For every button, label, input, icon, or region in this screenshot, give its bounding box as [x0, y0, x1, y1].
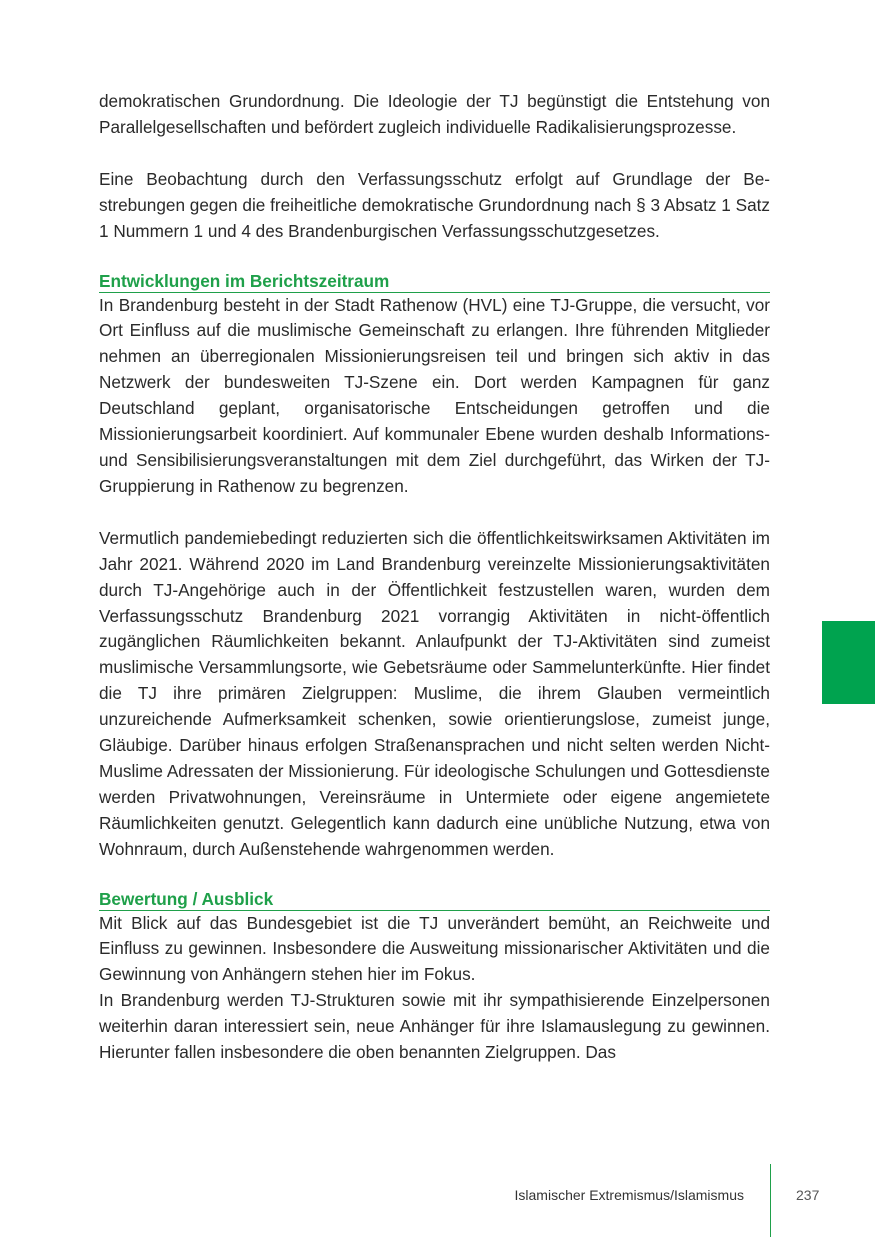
page-number: 237: [796, 1187, 820, 1203]
footer-divider: [770, 1164, 771, 1237]
paragraph-brandenburg: In Brandenburg werden TJ-Strukturen sowie mit ihr sympathisierende Einzelpersonen weiterhin daran interessiert sein, neue Anhänger für ihre Islamauslegung zu gewinnen. Hierunter fallen insbesondere die oben benannten Zielgruppen. Das: [99, 990, 770, 1063]
spacer: [99, 245, 770, 271]
paragraph-rathenow: In Brandenburg besteht in der Stadt Rathenow (HVL) eine TJ-Gruppe, die versucht, vor Ort Einfluss auf die muslimische Gemeinschaft zu erlangen. Ihre führenden Mitglieder nehmen an überregionalen Missionierungsreisen teil und bringen sich aktiv in das Netzwerk der bundesweiten TJ-Szene ein. Dort werden Kampagnen für ganz Deutschland geplant, organisatorische Entscheidungen getroffen und die Missionierungsarbeit koordiniert. Auf kommunaler Ebene wurden deshalb Informations- und Sensibilisierungsveranstaltungen mit dem Ziel durchgeführt, das Wirken der TJ-Gruppierung in Rathenow zu begrenzen.: [99, 294, 770, 496]
footer-section-title: Islamischer Extremismus/Islamismus: [514, 1187, 744, 1203]
heading-assessment: Bewertung / Ausblick: [99, 889, 770, 911]
spacer: [99, 863, 770, 889]
paragraph-pandemic: Vermutlich pandemiebedingt reduzierten sich die öffentlichkeitswirksamen Aktivitäten im Jahr 2021. Während 2020 im Land Brandenburg vereinzelte Missionierungsaktivitäten durch TJ-Angehörige auch in der Öffentlichkeit festzustellen waren, wurden dem Verfassungsschutz Brandenburg 2021 vorrangig Aktivitäten in nicht-öffentlich zugänglichen Räumlichkeiten bekannt. Anlaufpunkt der TJ-Aktivitäten sind zumeist muslimische Versammlungsorte, wie Gebetsräume oder Sammelunterkünfte. Hier findet die TJ ihre primären Zielgruppen: Muslime, die ihrem Glauben vermeintlich unzureichende Aufmerksamkeit schenken, sowie orientierungslose, zumeist junge, Gläubige. Darüber hinaus erfolgen Straßenansprachen und nicht selten werden Nicht-Muslime Adressaten der Missionierung. Für ideologische Schulungen und Gottesdienste werden Privatwohnungen, Vereinsräume in Untermiete oder eigene angemietete Räumlichkeiten genutzt. Gelegentlich kann dadurch eine unübliche Nutzung, etwa von Wohnraum, durch Außenstehende wahrgenommen werden.: [99, 527, 770, 859]
paragraph-ideology: demokratischen Grundordnung. Die Ideologie der TJ begünstigt die Entstehung von Parallelgesellschaften und befördert zugleich individuelle Radikalisierungsprozesse.: [99, 91, 770, 137]
chapter-tab-marker: [822, 621, 875, 704]
heading-developments: Entwicklungen im Berichtszeitraum: [99, 271, 770, 293]
page-content: [99, 89, 770, 1066]
paragraph-federal: Mit Blick auf das Bundesgebiet ist die TJ unverändert bemüht, an Reichweite und Einfluss zu gewinnen. Insbesondere die Ausweitung missionarischer Aktivitäten und die Gewinnung von Anhängern stehen hier im Fokus.: [99, 912, 770, 985]
spacer: [99, 141, 770, 167]
paragraph-observation: Eine Beobachtung durch den Verfassungsschutz erfolgt auf Grundlage der Bestrebungen gegen die freiheitliche demokratische Grundordnung nach § 3 Absatz 1 Satz 1 Nummern 1 und 4 des Brandenburgischen Verfassungsschutzgesetzes.: [99, 168, 770, 241]
spacer: [99, 500, 770, 526]
